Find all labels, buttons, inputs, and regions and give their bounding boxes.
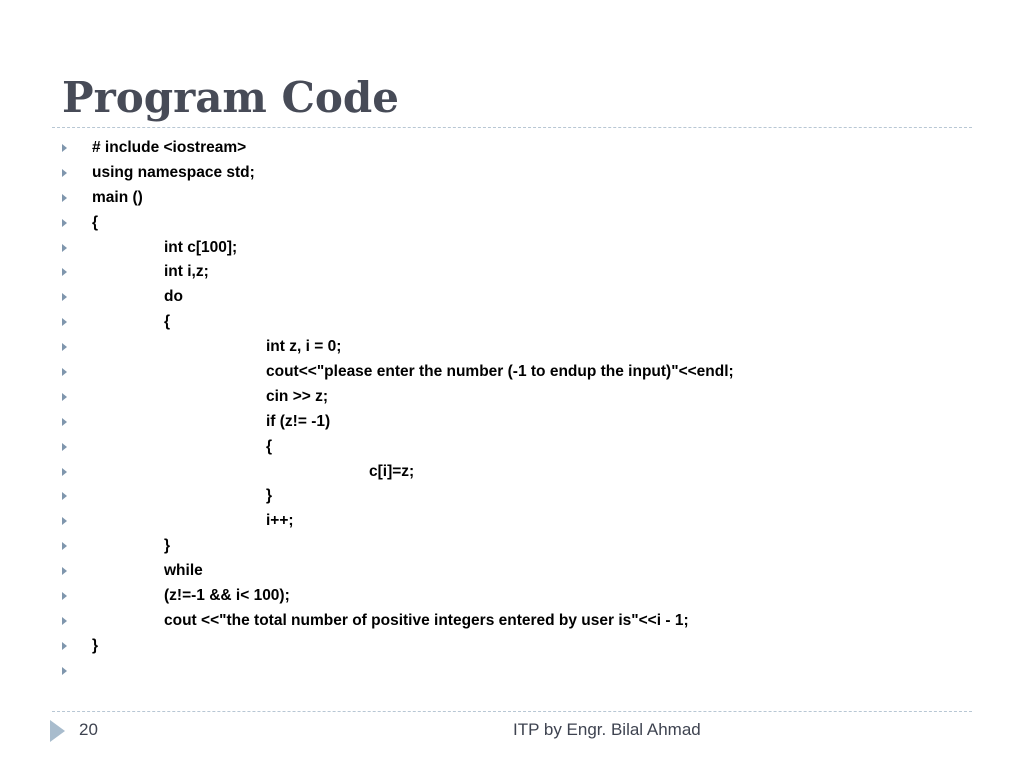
- bullet-arrow-icon: [62, 617, 67, 625]
- bullet-arrow-icon: [62, 343, 67, 351]
- code-line-text: }: [164, 537, 171, 555]
- bullet-arrow-icon: [62, 219, 67, 227]
- code-line-text: {: [266, 437, 273, 455]
- code-line: [0, 360, 1024, 385]
- code-line-text: int i,z;: [164, 263, 209, 281]
- bullet-arrow-icon: [62, 418, 67, 426]
- code-line-text: int z, i = 0;: [266, 338, 342, 356]
- code-line: [0, 460, 1024, 485]
- code-line-text: c[i]=z;: [369, 462, 415, 480]
- code-line-text: (z!=-1 && i< 100);: [164, 587, 290, 605]
- code-line-text: while: [164, 562, 203, 580]
- code-line-text: int c[100];: [164, 238, 238, 256]
- code-line-text: cout<<"please enter the number (-1 to endup the input)"<<endl;: [266, 363, 734, 381]
- title-divider: [52, 127, 972, 128]
- code-line-text: # include <iostream>: [92, 139, 247, 156]
- code-line: [0, 484, 1024, 509]
- code-line: [0, 385, 1024, 410]
- bullet-arrow-icon: [62, 592, 67, 600]
- code-line: [0, 211, 1024, 236]
- bullet-arrow-icon: [62, 144, 67, 152]
- code-line: [0, 136, 1024, 161]
- bullet-arrow-icon: [62, 293, 67, 301]
- code-line: [0, 335, 1024, 360]
- bullet-arrow-icon: [62, 194, 67, 202]
- code-line: [0, 310, 1024, 335]
- code-line: [0, 559, 1024, 584]
- bullet-arrow-icon: [62, 443, 67, 451]
- bullet-arrow-icon: [62, 268, 67, 276]
- code-line: [0, 161, 1024, 186]
- code-line-text: {: [164, 313, 171, 331]
- page-number: 20: [79, 720, 98, 739]
- code-line: [0, 634, 1024, 659]
- bullet-arrow-icon: [62, 667, 67, 675]
- footer-divider: [52, 711, 972, 712]
- code-line: [0, 410, 1024, 435]
- bullet-arrow-icon: [62, 492, 67, 500]
- code-line-text: i++;: [266, 512, 294, 530]
- code-line-text: cout <<"the total number of positive integers entered by user is"<<i - 1;: [164, 611, 689, 629]
- bullet-arrow-icon: [62, 468, 67, 476]
- bullet-arrow-icon: [62, 368, 67, 376]
- code-line: [0, 659, 1024, 684]
- code-line-text: }: [92, 636, 99, 654]
- code-line: [0, 236, 1024, 261]
- code-line: [0, 509, 1024, 534]
- bullet-arrow-icon: [62, 393, 67, 401]
- code-line-text: if (z!= -1): [266, 412, 331, 430]
- footer-author: ITP by Engr. Bilal Ahmad: [513, 720, 701, 739]
- code-line: [0, 534, 1024, 559]
- bullet-arrow-icon: [62, 642, 67, 650]
- code-line-text: {: [92, 213, 99, 231]
- footer-arrow-icon: [50, 720, 65, 742]
- bullet-arrow-icon: [62, 318, 67, 326]
- code-line: [0, 260, 1024, 285]
- code-line: [0, 584, 1024, 609]
- code-line: [0, 435, 1024, 460]
- code-line: [0, 186, 1024, 211]
- code-line-text: }: [266, 487, 273, 505]
- bullet-arrow-icon: [62, 244, 67, 252]
- code-line: [0, 609, 1024, 634]
- code-line-text: do: [164, 288, 183, 306]
- code-line-text: main (): [92, 188, 143, 206]
- code-line-text: using namespace std;: [92, 163, 255, 181]
- bullet-arrow-icon: [62, 542, 67, 550]
- code-listing: [0, 136, 1024, 684]
- bullet-arrow-icon: [62, 169, 67, 177]
- code-line: [0, 285, 1024, 310]
- bullet-arrow-icon: [62, 517, 67, 525]
- bullet-arrow-icon: [62, 567, 67, 575]
- slide-title: Program Code: [62, 73, 400, 122]
- code-line-text: cin >> z;: [266, 387, 329, 405]
